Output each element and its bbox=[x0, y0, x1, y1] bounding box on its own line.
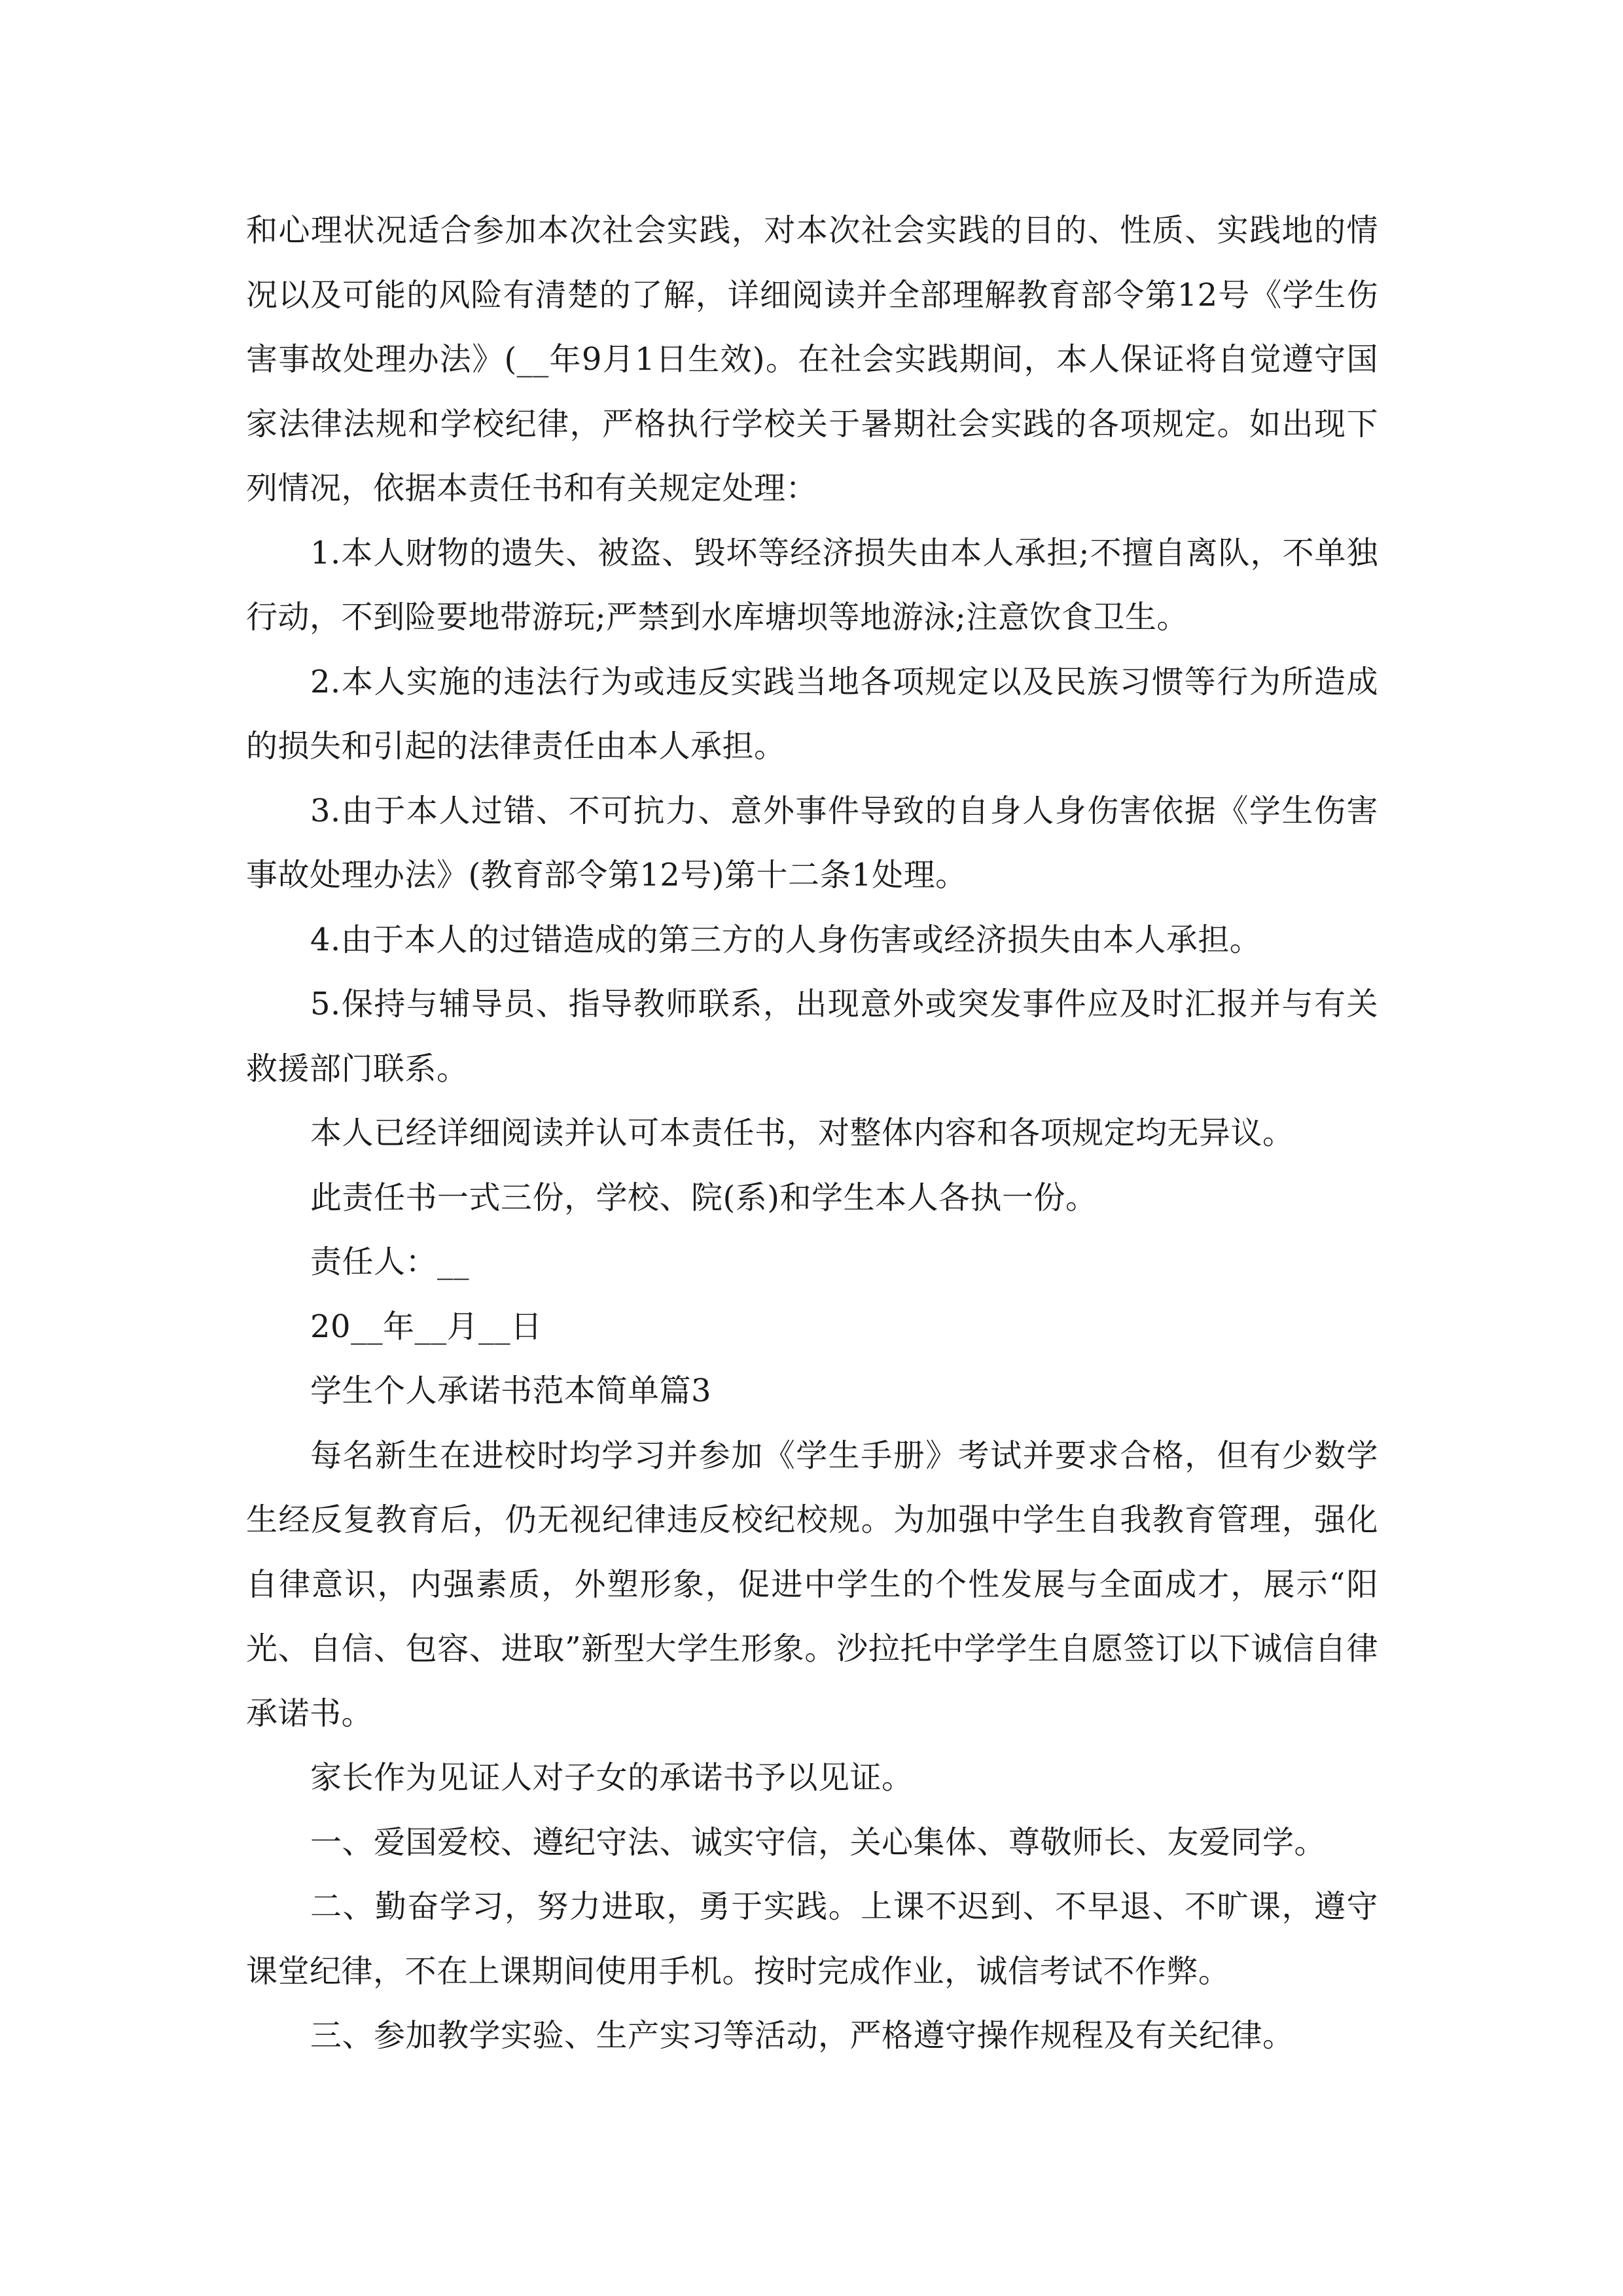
document-body bbox=[246, 198, 1378, 2068]
date-line: 20__年__月__日 bbox=[310, 1308, 543, 1345]
paragraph-15: 二、勤奋学习，努力进取，勇于实践。上课不迟到、不早退、不旷课，遵守课堂纪律，不在上课期间使用手机。按时完成作业，诚信考试不作弊。 bbox=[246, 1888, 1378, 1990]
paragraph-7: 本人已经详细阅读并认可本责任书，对整体内容和各项规定均无异议。 bbox=[310, 1115, 1294, 1151]
paragraph-5: 4.由于本人的过错造成的第三方的人身伤害或经济损失由本人承担。 bbox=[310, 921, 1262, 958]
paragraph-13: 家长作为见证人对子女的承诺书予以见证。 bbox=[310, 1759, 914, 1796]
paragraph-4: 3.由于本人过错、不可抗力、意外事件导致的自身人身伤害依据《学生伤害事故处理办法》(教育部令第12号)第十二条1处理。 bbox=[246, 792, 1378, 893]
paragraph-14: 一、爱国爱校、遵纪守法、诚实守信，关心集体、尊敬师长、友爱同学。 bbox=[310, 1823, 1327, 1861]
paragraph-8: 此责任书一式三份，学校、院(系)和学生本人各执一份。 bbox=[310, 1179, 1097, 1216]
paragraph-6: 5.保持与辅导员、指导教师联系，出现意外或突发事件应及时汇报并与有关救援部门联系。 bbox=[246, 986, 1378, 1087]
paragraph-3: 2.本人实施的违法行为或违反实践当地各项规定以及民族习惯等行为所造成的损失和引起的法律责任由本人承担。 bbox=[246, 663, 1378, 764]
paragraph-16: 三、参加教学实验、生产实习等活动，严格遵守操作规程及有关纪律。 bbox=[310, 2017, 1294, 2054]
section-heading: 学生个人承诺书范本简单篇3 bbox=[310, 1372, 712, 1409]
signature-line: 责任人：__ bbox=[310, 1244, 470, 1280]
paragraph-12: 每名新生在进校时均学习并参加《学生手册》考试并要求合格，但有少数学生经反复教育后，仍无视纪律违反校纪校规。为加强中学生自我教育管理，强化自律意识，内强素质，外塑形象，促进中学生的个性发展与全面成才，展示“阳光、自信、包容、进取”新型大学生形象。沙拉托中学学生自愿签订以下诚信自律承诺书。 bbox=[246, 1437, 1378, 1732]
paragraph-2: 1.本人财物的遗失、被盗、毁坏等经济损失由本人承担;不擅自离队，不单独行动，不到险要地带游玩;严禁到水库塘坝等地游泳;注意饮食卫生。 bbox=[246, 534, 1378, 636]
paragraph-1: 和心理状况适合参加本次社会实践，对本次社会实践的目的、性质、实践地的情况以及可能的风险有清楚的了解，详细阅读并全部理解教育部令第12号《学生伤害事故处理办法》(__年9月1日生效)。在社会实践期间，本人保证将自觉遵守国家法律法规和学校纪律，严格执行学校关于暑期社会实践的各项规定。如出现下列情况，依据本责任书和有关规定处理： bbox=[246, 212, 1378, 507]
